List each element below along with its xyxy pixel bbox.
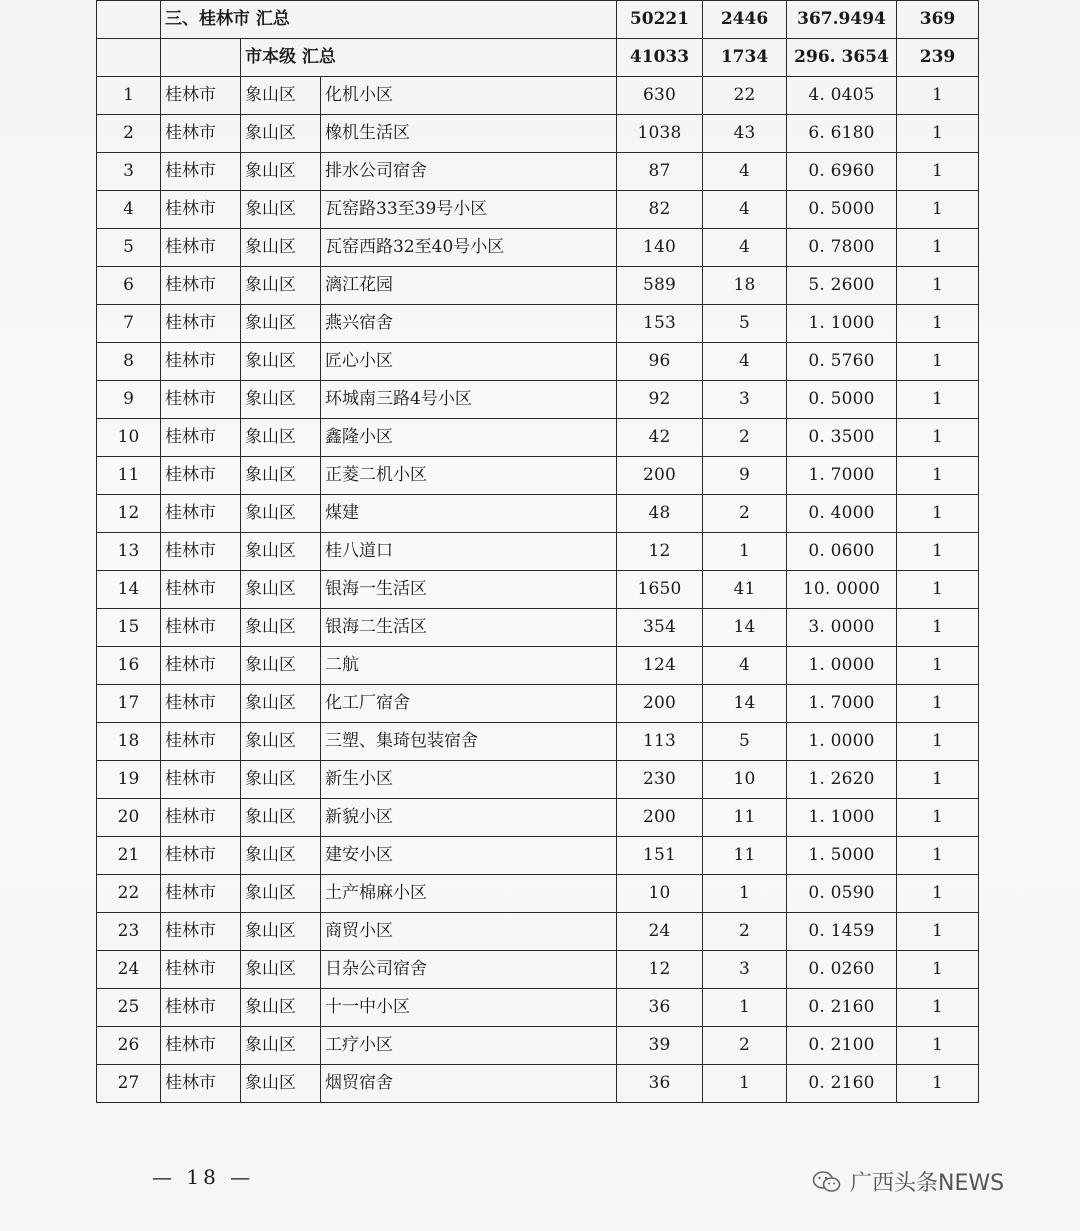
row-community-name: 新生小区 — [321, 761, 617, 799]
table-row — [97, 419, 979, 457]
row-community-name: 建安小区 — [321, 837, 617, 875]
row-area: 1. 0000 — [787, 647, 897, 685]
row-area: 4. 0405 — [787, 77, 897, 115]
row-count: 1 — [897, 571, 979, 609]
table-row — [97, 685, 979, 723]
row-count: 1 — [897, 343, 979, 381]
row-units: 5 — [703, 723, 787, 761]
row-district: 象山区 — [241, 1027, 321, 1065]
table-row — [97, 609, 979, 647]
row-community-name: 烟贸宿舍 — [321, 1065, 617, 1103]
row-households: 354 — [617, 609, 703, 647]
row-city: 桂林市 — [161, 1065, 241, 1103]
row-count: 1 — [897, 913, 979, 951]
table-body — [97, 1, 979, 1103]
row-district: 象山区 — [241, 799, 321, 837]
row-index: 5 — [97, 229, 161, 267]
row-area: 0. 0590 — [787, 875, 897, 913]
row-community-name: 银海二生活区 — [321, 609, 617, 647]
row-households: 42 — [617, 419, 703, 457]
row-district: 象山区 — [241, 571, 321, 609]
wechat-icon — [812, 1170, 842, 1194]
summary-units: 2446 — [703, 1, 787, 39]
row-district: 象山区 — [241, 153, 321, 191]
row-index: 13 — [97, 533, 161, 571]
row-units: 2 — [703, 1027, 787, 1065]
row-households: 12 — [617, 533, 703, 571]
row-community-name: 橡机生活区 — [321, 115, 617, 153]
row-count: 1 — [897, 267, 979, 305]
row-index: 27 — [97, 1065, 161, 1103]
row-community-name: 瓦窑路33至39号小区 — [321, 191, 617, 229]
row-households: 36 — [617, 989, 703, 1027]
row-city: 桂林市 — [161, 457, 241, 495]
row-community-name: 土产棉麻小区 — [321, 875, 617, 913]
row-index: 17 — [97, 685, 161, 723]
row-index: 9 — [97, 381, 161, 419]
row-units: 1 — [703, 989, 787, 1027]
row-area: 10. 0000 — [787, 571, 897, 609]
row-district: 象山区 — [241, 495, 321, 533]
row-index: 4 — [97, 191, 161, 229]
row-households: 140 — [617, 229, 703, 267]
row-households: 92 — [617, 381, 703, 419]
row-community-name: 环城南三路4号小区 — [321, 381, 617, 419]
watermark-text: 广西头条NEWS — [850, 1171, 1005, 1196]
row-households: 151 — [617, 837, 703, 875]
row-district: 象山区 — [241, 951, 321, 989]
row-units: 4 — [703, 191, 787, 229]
row-district: 象山区 — [241, 343, 321, 381]
row-area: 0. 7800 — [787, 229, 897, 267]
table-row — [97, 229, 979, 267]
row-district: 象山区 — [241, 1065, 321, 1103]
table-row — [97, 837, 979, 875]
row-households: 48 — [617, 495, 703, 533]
summary-row-city — [97, 1, 979, 39]
row-households: 96 — [617, 343, 703, 381]
row-city: 桂林市 — [161, 837, 241, 875]
table-row — [97, 723, 979, 761]
row-count: 1 — [897, 951, 979, 989]
row-community-name: 化机小区 — [321, 77, 617, 115]
row-area: 3. 0000 — [787, 609, 897, 647]
row-community-name: 鑫隆小区 — [321, 419, 617, 457]
row-index: 16 — [97, 647, 161, 685]
row-community-name: 二航 — [321, 647, 617, 685]
summary-count: 369 — [897, 1, 979, 39]
row-area: 6. 6180 — [787, 115, 897, 153]
row-units: 4 — [703, 343, 787, 381]
row-area: 1. 7000 — [787, 685, 897, 723]
table-row — [97, 761, 979, 799]
row-district: 象山区 — [241, 761, 321, 799]
row-city: 桂林市 — [161, 799, 241, 837]
row-households: 12 — [617, 951, 703, 989]
summary-row-city-level — [97, 39, 979, 77]
table-row — [97, 1065, 979, 1103]
watermark — [812, 1166, 1004, 1197]
row-district: 象山区 — [241, 837, 321, 875]
row-city: 桂林市 — [161, 951, 241, 989]
row-households: 87 — [617, 153, 703, 191]
row-community-name: 煤建 — [321, 495, 617, 533]
row-index: 1 — [97, 77, 161, 115]
row-area: 1. 7000 — [787, 457, 897, 495]
row-units: 41 — [703, 571, 787, 609]
row-area: 0. 4000 — [787, 495, 897, 533]
table-row — [97, 381, 979, 419]
table-row — [97, 267, 979, 305]
row-units: 10 — [703, 761, 787, 799]
row-index: 6 — [97, 267, 161, 305]
row-households: 124 — [617, 647, 703, 685]
row-city: 桂林市 — [161, 913, 241, 951]
row-count: 1 — [897, 1065, 979, 1103]
community-table — [96, 0, 979, 1103]
row-area: 0. 5000 — [787, 191, 897, 229]
row-count: 1 — [897, 1027, 979, 1065]
row-households: 113 — [617, 723, 703, 761]
row-district: 象山区 — [241, 305, 321, 343]
row-households: 589 — [617, 267, 703, 305]
row-count: 1 — [897, 875, 979, 913]
row-district: 象山区 — [241, 77, 321, 115]
row-households: 200 — [617, 685, 703, 723]
row-households: 200 — [617, 799, 703, 837]
row-city: 桂林市 — [161, 875, 241, 913]
row-city: 桂林市 — [161, 685, 241, 723]
row-community-name: 匠心小区 — [321, 343, 617, 381]
row-index: 21 — [97, 837, 161, 875]
row-count: 1 — [897, 419, 979, 457]
table-row — [97, 153, 979, 191]
row-community-name: 正菱二机小区 — [321, 457, 617, 495]
row-city: 桂林市 — [161, 305, 241, 343]
row-count: 1 — [897, 723, 979, 761]
row-units: 4 — [703, 647, 787, 685]
row-index: 8 — [97, 343, 161, 381]
row-area: 5. 2600 — [787, 267, 897, 305]
row-index: 20 — [97, 799, 161, 837]
row-count: 1 — [897, 533, 979, 571]
row-index: 12 — [97, 495, 161, 533]
row-households: 153 — [617, 305, 703, 343]
row-district: 象山区 — [241, 685, 321, 723]
summary-area: 367.9494 — [787, 1, 897, 39]
row-community-name: 工疗小区 — [321, 1027, 617, 1065]
row-community-name: 桂八道口 — [321, 533, 617, 571]
row-community-name: 化工厂宿舍 — [321, 685, 617, 723]
row-district: 象山区 — [241, 723, 321, 761]
row-count: 1 — [897, 381, 979, 419]
row-units: 9 — [703, 457, 787, 495]
row-community-name: 燕兴宿舍 — [321, 305, 617, 343]
table-row — [97, 989, 979, 1027]
row-count: 1 — [897, 153, 979, 191]
row-area: 1. 2620 — [787, 761, 897, 799]
row-index: 14 — [97, 571, 161, 609]
row-city: 桂林市 — [161, 77, 241, 115]
row-units: 43 — [703, 115, 787, 153]
row-district: 象山区 — [241, 191, 321, 229]
row-community-name: 漓江花园 — [321, 267, 617, 305]
row-count: 1 — [897, 647, 979, 685]
row-units: 18 — [703, 267, 787, 305]
summary-units: 1734 — [703, 39, 787, 77]
table-row — [97, 1027, 979, 1065]
row-area: 0. 1459 — [787, 913, 897, 951]
row-area: 0. 2160 — [787, 989, 897, 1027]
row-count: 1 — [897, 115, 979, 153]
table-row — [97, 77, 979, 115]
row-area: 0. 3500 — [787, 419, 897, 457]
row-units: 1 — [703, 533, 787, 571]
row-count: 1 — [897, 305, 979, 343]
table-row — [97, 913, 979, 951]
page-number: — 18 — — [152, 1165, 255, 1189]
summary-blank — [97, 1, 161, 39]
row-community-name: 三塑、集琦包装宿舍 — [321, 723, 617, 761]
row-households: 1038 — [617, 115, 703, 153]
row-city: 桂林市 — [161, 343, 241, 381]
row-area: 1. 5000 — [787, 837, 897, 875]
row-city: 桂林市 — [161, 647, 241, 685]
row-count: 1 — [897, 77, 979, 115]
row-city: 桂林市 — [161, 989, 241, 1027]
row-index: 23 — [97, 913, 161, 951]
row-city: 桂林市 — [161, 419, 241, 457]
table-row — [97, 191, 979, 229]
row-units: 14 — [703, 685, 787, 723]
table-row — [97, 115, 979, 153]
row-city: 桂林市 — [161, 153, 241, 191]
row-count: 1 — [897, 457, 979, 495]
row-units: 22 — [703, 77, 787, 115]
row-count: 1 — [897, 685, 979, 723]
row-households: 36 — [617, 1065, 703, 1103]
row-city: 桂林市 — [161, 723, 241, 761]
row-units: 2 — [703, 419, 787, 457]
row-index: 19 — [97, 761, 161, 799]
row-city: 桂林市 — [161, 495, 241, 533]
row-index: 3 — [97, 153, 161, 191]
row-community-name: 商贸小区 — [321, 913, 617, 951]
row-district: 象山区 — [241, 989, 321, 1027]
row-index: 11 — [97, 457, 161, 495]
row-count: 1 — [897, 495, 979, 533]
row-units: 11 — [703, 799, 787, 837]
row-households: 630 — [617, 77, 703, 115]
summary-label: 市本级 汇总 — [241, 39, 617, 77]
row-index: 26 — [97, 1027, 161, 1065]
row-households: 230 — [617, 761, 703, 799]
row-area: 0. 0260 — [787, 951, 897, 989]
row-district: 象山区 — [241, 533, 321, 571]
row-households: 24 — [617, 913, 703, 951]
row-area: 1. 1000 — [787, 799, 897, 837]
row-district: 象山区 — [241, 115, 321, 153]
table-row — [97, 571, 979, 609]
row-community-name: 日杂公司宿舍 — [321, 951, 617, 989]
row-units: 14 — [703, 609, 787, 647]
row-units: 1 — [703, 1065, 787, 1103]
row-households: 39 — [617, 1027, 703, 1065]
summary-label: 三、桂林市 汇总 — [161, 1, 617, 39]
row-area: 0. 5760 — [787, 343, 897, 381]
row-units: 2 — [703, 495, 787, 533]
row-city: 桂林市 — [161, 115, 241, 153]
table-row — [97, 951, 979, 989]
row-count: 1 — [897, 761, 979, 799]
row-district: 象山区 — [241, 609, 321, 647]
row-area: 1. 0000 — [787, 723, 897, 761]
row-index: 2 — [97, 115, 161, 153]
row-city: 桂林市 — [161, 267, 241, 305]
summary-area: 296. 3654 — [787, 39, 897, 77]
row-index: 15 — [97, 609, 161, 647]
row-city: 桂林市 — [161, 229, 241, 267]
row-district: 象山区 — [241, 647, 321, 685]
row-count: 1 — [897, 609, 979, 647]
table-row — [97, 799, 979, 837]
row-units: 1 — [703, 875, 787, 913]
row-index: 22 — [97, 875, 161, 913]
row-area: 0. 6960 — [787, 153, 897, 191]
row-community-name: 瓦窑西路32至40号小区 — [321, 229, 617, 267]
row-area: 0. 0600 — [787, 533, 897, 571]
summary-households: 41033 — [617, 39, 703, 77]
row-city: 桂林市 — [161, 609, 241, 647]
row-community-name: 银海一生活区 — [321, 571, 617, 609]
row-district: 象山区 — [241, 875, 321, 913]
summary-blank — [161, 39, 241, 77]
row-district: 象山区 — [241, 457, 321, 495]
summary-count: 239 — [897, 39, 979, 77]
row-count: 1 — [897, 799, 979, 837]
row-district: 象山区 — [241, 267, 321, 305]
row-community-name: 新貌小区 — [321, 799, 617, 837]
row-city: 桂林市 — [161, 381, 241, 419]
row-index: 10 — [97, 419, 161, 457]
row-units: 2 — [703, 913, 787, 951]
row-units: 4 — [703, 229, 787, 267]
row-city: 桂林市 — [161, 571, 241, 609]
row-community-name: 十一中小区 — [321, 989, 617, 1027]
row-count: 1 — [897, 191, 979, 229]
row-district: 象山区 — [241, 913, 321, 951]
table-row — [97, 875, 979, 913]
row-count: 1 — [897, 229, 979, 267]
summary-blank — [97, 39, 161, 77]
row-index: 7 — [97, 305, 161, 343]
table-row — [97, 647, 979, 685]
row-units: 3 — [703, 951, 787, 989]
table-row — [97, 305, 979, 343]
table-row — [97, 457, 979, 495]
row-units: 11 — [703, 837, 787, 875]
row-households: 200 — [617, 457, 703, 495]
row-district: 象山区 — [241, 381, 321, 419]
row-households: 82 — [617, 191, 703, 229]
row-area: 0. 2100 — [787, 1027, 897, 1065]
row-units: 3 — [703, 381, 787, 419]
row-city: 桂林市 — [161, 761, 241, 799]
row-units: 5 — [703, 305, 787, 343]
row-index: 25 — [97, 989, 161, 1027]
row-count: 1 — [897, 837, 979, 875]
table-row — [97, 495, 979, 533]
row-city: 桂林市 — [161, 1027, 241, 1065]
row-households: 10 — [617, 875, 703, 913]
row-area: 1. 1000 — [787, 305, 897, 343]
row-district: 象山区 — [241, 229, 321, 267]
row-community-name: 排水公司宿舍 — [321, 153, 617, 191]
table-row — [97, 343, 979, 381]
row-units: 4 — [703, 153, 787, 191]
row-index: 18 — [97, 723, 161, 761]
row-district: 象山区 — [241, 419, 321, 457]
summary-households: 50221 — [617, 1, 703, 39]
row-count: 1 — [897, 989, 979, 1027]
table-row — [97, 533, 979, 571]
row-area: 0. 5000 — [787, 381, 897, 419]
row-index: 24 — [97, 951, 161, 989]
row-households: 1650 — [617, 571, 703, 609]
row-area: 0. 2160 — [787, 1065, 897, 1103]
row-city: 桂林市 — [161, 533, 241, 571]
row-city: 桂林市 — [161, 191, 241, 229]
